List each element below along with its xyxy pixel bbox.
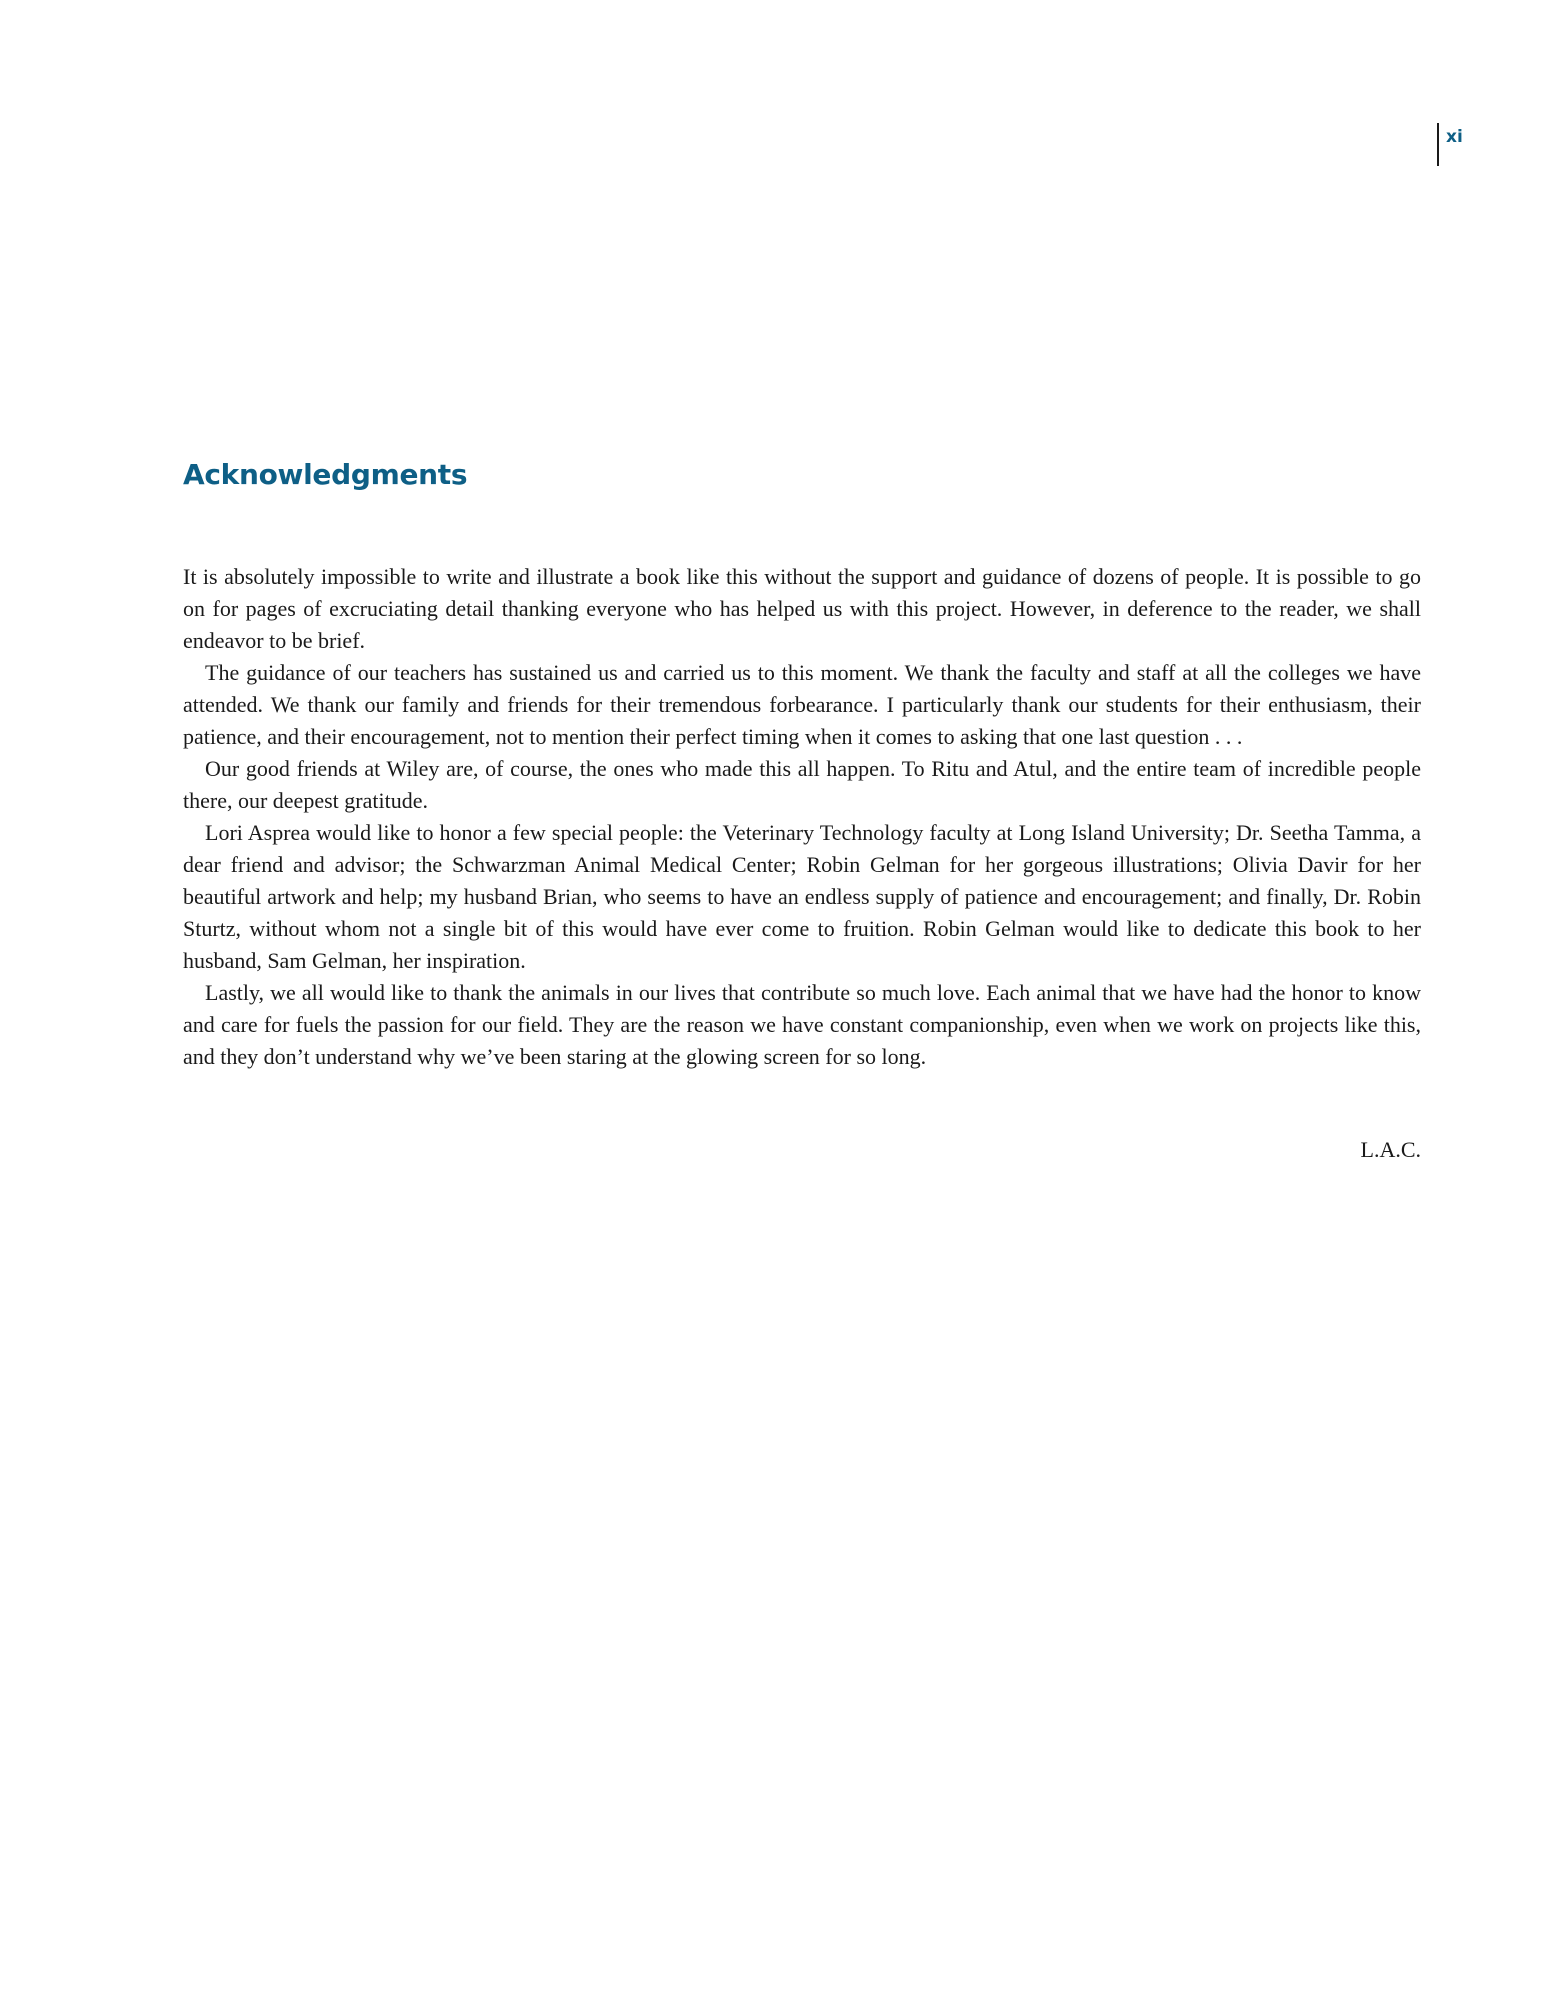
- section-title: Acknowledgments: [183, 458, 468, 491]
- acknowledgments-body: [183, 561, 1421, 1073]
- page-number-marker: [1437, 123, 1463, 166]
- paragraph: Lastly, we all would like to thank the animals in our lives that contribute so much love. Each animal that we have had the honor to know and care for fuels the passion for our field. They are the reason we have constant companionship, even when we work on projects like this, and they don’t understand why we’ve been staring at the glowing screen for so long.: [183, 980, 1421, 1069]
- paragraph: Our good friends at Wiley are, of course, the ones who made this all happen. To Ritu and Atul, and the entire team of incredible people there, our deepest gratitude.: [183, 756, 1421, 813]
- paragraph: Lori Asprea would like to honor a few special people: the Veterinary Technology faculty at Long Island University; Dr. Seetha Tamma, a dear friend and advisor; the Schwarzman Animal Medical Center; Robin Gelman for her gorgeous illustrations; Olivia Davir for her beautiful artwork and help; my husband Brian, who seems to have an endless supply of patience and encouragement; and finally, Dr. Robin Sturtz, without whom not a single bit of this would have ever come to fruition. Robin Gelman would like to dedicate this book to her husband, Sam Gelman, her inspiration.: [183, 820, 1421, 973]
- paragraph: It is absolutely impossible to write and illustrate a book like this without the support and guidance of dozens of people. It is possible to go on for pages of excruciating detail thanking everyone who has helped us with this project. However, in deference to the reader, we shall endeavor to be brief.: [183, 564, 1421, 653]
- author-signature: L.A.C.: [1360, 1137, 1421, 1162]
- paragraph: The guidance of our teachers has sustained us and carried us to this moment. We thank the faculty and staff at all the colleges we have attended. We thank our family and friends for their tremendous forbearance. I particularly thank our students for their enthusiasm, their patience, and their encouragement, not to mention their perfect timing when it comes to asking that one last question . . .: [183, 660, 1421, 749]
- page-number: xi: [1446, 127, 1463, 147]
